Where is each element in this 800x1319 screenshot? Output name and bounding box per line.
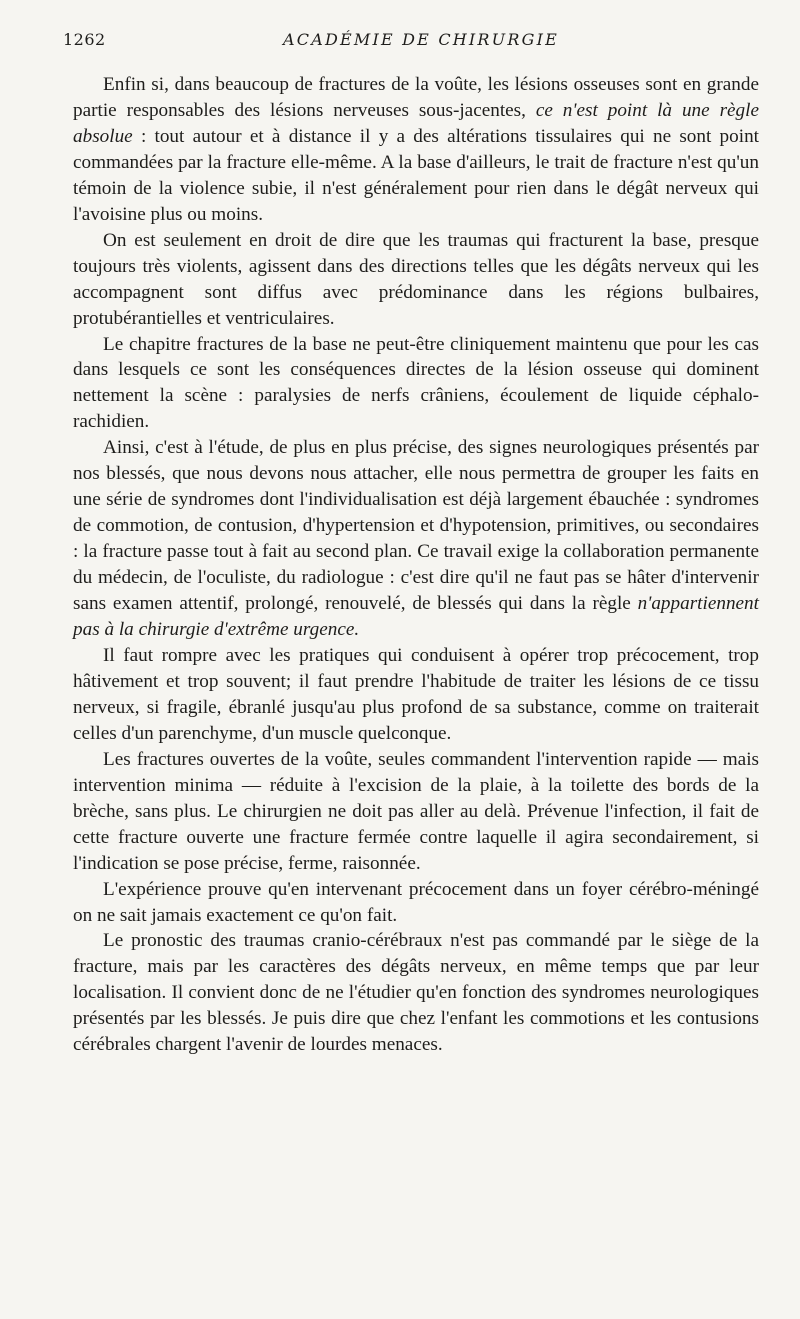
body-text xyxy=(73,72,759,1058)
paragraph-text: Il faut rompre avec les pratiques qui conduisent à opérer trop précocement, trop hâtivement et trop souvent; il faut prendre l'habitude de traiter les lésions de ce tissu nerveux, si fragile, ébranlé jusqu'au plus profond de sa substance, comme on traiterait celles d'un parenchyme, d'un muscle quelconque. xyxy=(73,644,759,744)
paragraph-text: Le chapitre fractures de la base ne peut-être cliniquement maintenu que pour les cas dans lesquels ce sont les conséquences directes de la lésion osseuse qui dominent nettement la scène : paralysies de nerfs crâniens, écoulement de liquide céphalo-rachidien. xyxy=(73,333,759,433)
paragraph-6 xyxy=(73,747,759,877)
paragraph-5 xyxy=(73,643,759,747)
page-header xyxy=(63,30,763,54)
paragraph-text: Ainsi, c'est à l'étude, de plus en plus précise, des signes neurologiques présentés par nos blessés, que nous devons nous attacher, elle nous permettra de grouper les faits en une série de syndromes dont l'individualisation est déjà largement ébauchée : syndromes de commotion, de contusion, d'hypertension et d'hypotension, primitives, ou secondaires : la fracture passe tout à fait au second plan. Ce travail exige la collaboration permanente du médecin, de l'oculiste, du radiologue : c'est dire qu'il ne faut pas se hâter d'intervenir sans examen attentif, prolongé, renouvelé, de blessés qui dans la règle xyxy=(73,437,759,615)
paragraph-3 xyxy=(73,332,759,436)
paragraph-text: On est seulement en droit de dire que les traumas qui fracturent la base, presque toujours très violents, agissent dans des directions telles que les dégâts nerveux qui les accompagnent sont diffus avec prédominance dans les régions bulbaires, protubérantielles et ventriculaires. xyxy=(73,229,759,329)
paragraph-text: L'expérience prouve qu'en intervenant précocement dans un foyer cérébro-méningé on ne sait jamais exactement ce qu'on fait. xyxy=(73,878,759,926)
paragraph-text: Le pronostic des traumas cranio-cérébraux n'est pas commandé par le siège de la fracture, mais par les caractères des dégâts nerveux, en même temps que par leur localisation. Il convient donc de ne l'étudier qu'en fonction des syndromes neurologiques présentés par les blessés. Je puis dire que chez l'enfant les commotions et les contusions cérébrales chargent l'avenir de lourdes menaces. xyxy=(73,930,759,1056)
paragraph-1 xyxy=(73,72,759,228)
paragraph-4 xyxy=(73,435,759,643)
paragraph-7 xyxy=(73,877,759,929)
paragraph-2 xyxy=(73,228,759,332)
paragraph-8 xyxy=(73,928,759,1058)
paragraph-text: Les fractures ouvertes de la voûte, seules commandent l'intervention rapide — mais intervention minima — réduite à l'excision de la plaie, à la toilette des bords de la brèche, sans plus. Le chirurgien ne doit pas aller au delà. Prévenue l'infection, il fait de cette fracture ouverte une fracture fermée contre laquelle il agira secondairement, si l'indication se pose précise, ferme, raisonnée. xyxy=(73,748,759,874)
running-title: ACADÉMIE DE CHIRURGIE xyxy=(283,30,559,49)
paragraph-italic: ce n'est point là une règle absolue xyxy=(73,99,759,147)
paragraph-text-end: : tout autour et à distance il y a des altérations tissulaires qui ne sont point commandées par la fracture elle-même. A la base d'ailleurs, le trait de fracture n'est qu'un témoin de la violence subie, il n'est généralement pour rien dans le dégât nerveux qui l'avoisine plus ou moins. xyxy=(73,125,759,225)
page-number: 1262 xyxy=(63,30,106,49)
paragraph-italic: n'appartiennent pas à la chirurgie d'extrême urgence. xyxy=(73,593,759,641)
paragraph-text: Enfin si, dans beaucoup de fractures de la voûte, les lésions osseuses sont en grande partie responsables des lésions nerveuses sous-jacentes, xyxy=(73,74,759,121)
